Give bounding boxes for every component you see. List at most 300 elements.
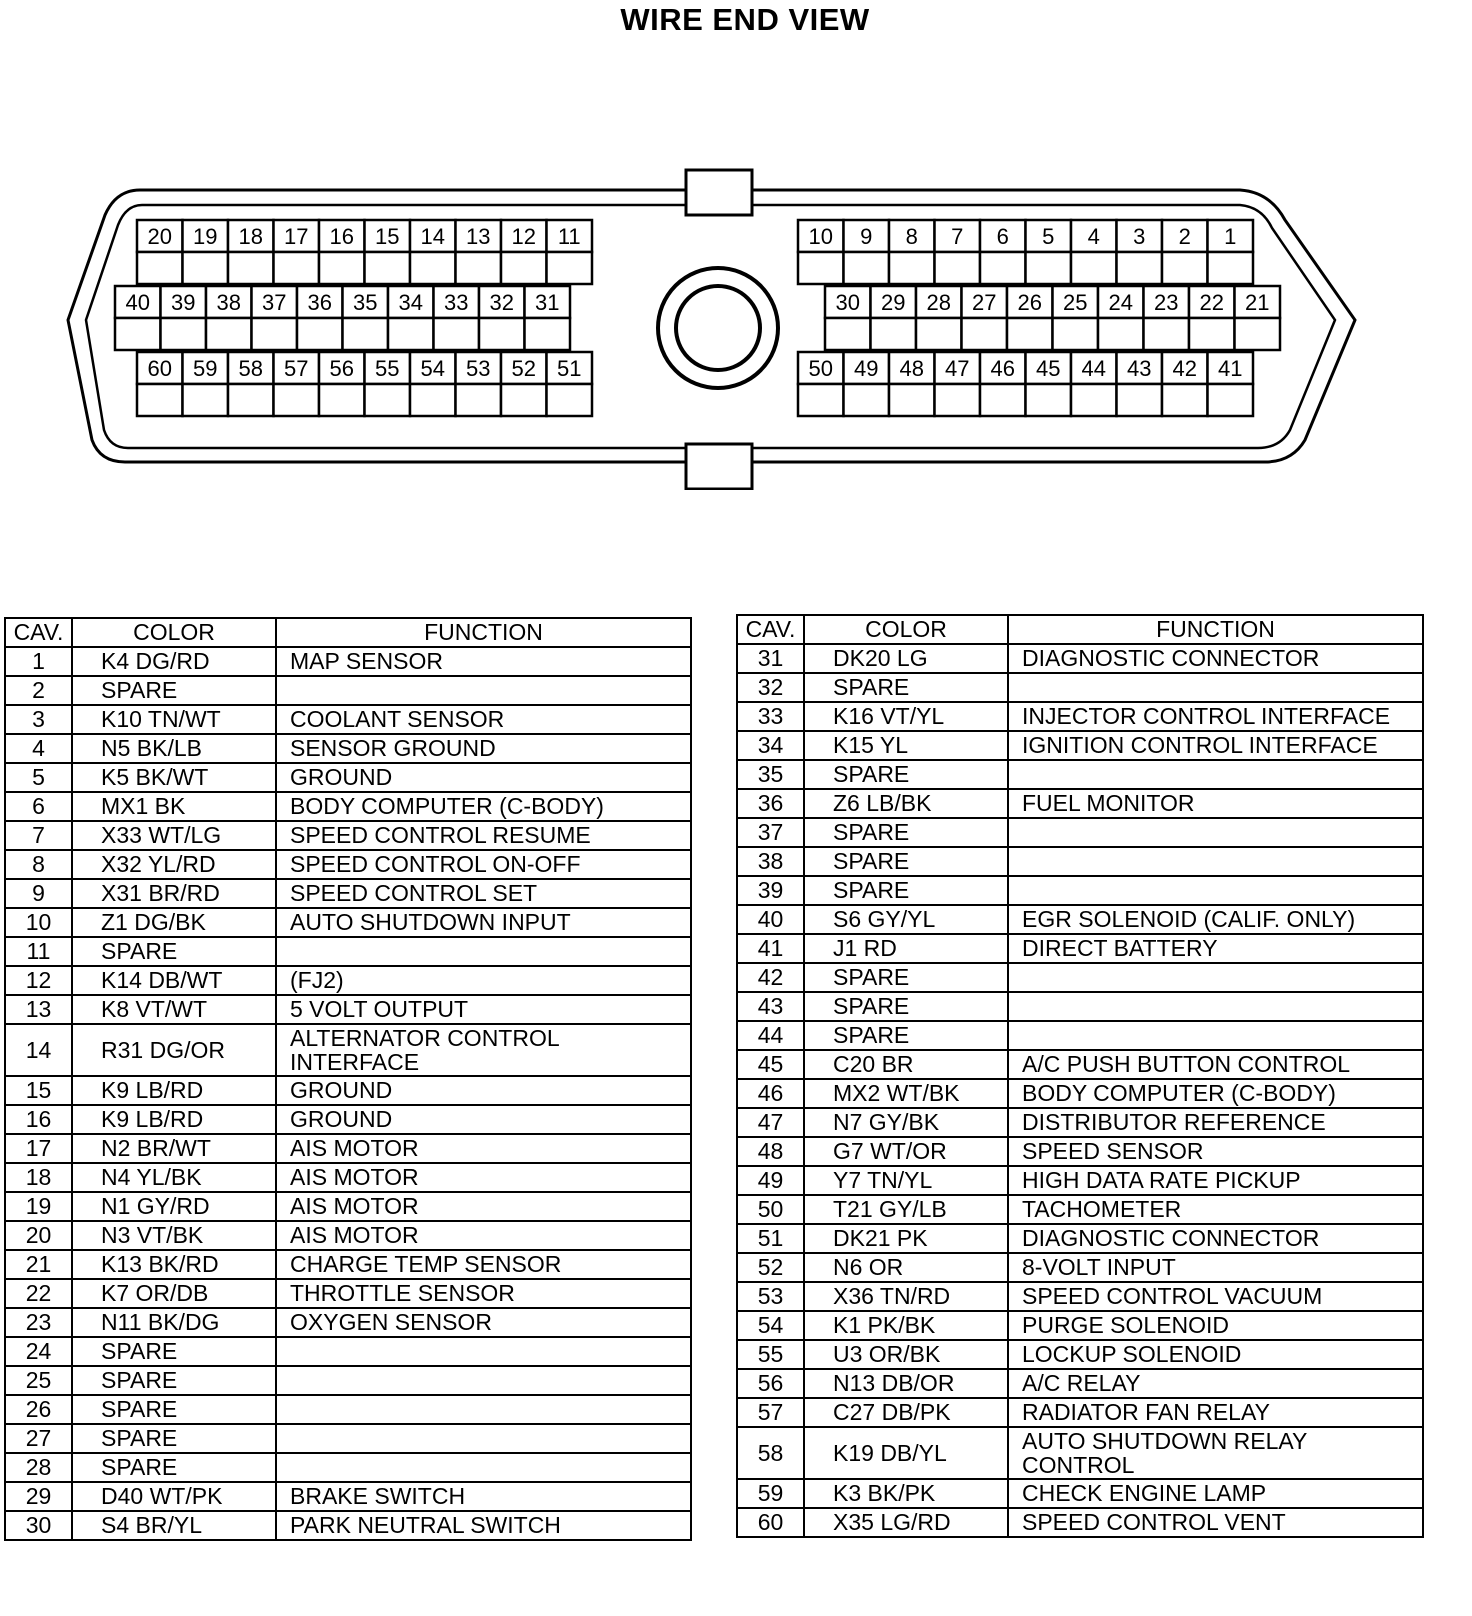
wire-color-cell: N1 GY/RD [72,1192,276,1221]
table-row [737,818,1423,847]
cavity-slot [525,318,571,350]
table-row [737,1166,1423,1195]
cavity-slot [228,252,274,284]
cav-number-cell: 14 [5,1024,72,1076]
table-row [737,1427,1423,1479]
table-row [5,879,691,908]
table-row [5,705,691,734]
wire-color-cell: C20 BR [804,1050,1008,1079]
wire-color-cell: X35 LG/RD [804,1508,1008,1537]
header-color: COLOR [804,615,1008,644]
function-cell: LOCKUP SOLENOID [1008,1340,1423,1369]
cav-number-cell: 59 [737,1479,804,1508]
cavity-slot [1053,318,1099,350]
wire-color-cell: SPARE [804,760,1008,789]
cavity-number: 41 [1218,356,1243,381]
function-cell: HIGH DATA RATE PICKUP [1008,1166,1423,1195]
table-row [5,1395,691,1424]
cavity-slot [297,318,343,350]
wire-color-cell: SPARE [804,847,1008,876]
table-row [737,1282,1423,1311]
cavity-number: 11 [557,224,581,249]
function-cell [1008,847,1423,876]
function-cell: OXYGEN SENSOR [276,1308,691,1337]
cav-number-cell: 4 [5,734,72,763]
cav-number-cell: 32 [737,673,804,702]
table-row [5,966,691,995]
cavity-slot [547,252,593,284]
cavity-number: 54 [420,356,445,381]
cavity-number: 34 [398,290,423,315]
cav-number-cell: 21 [5,1250,72,1279]
cav-number-cell: 38 [737,847,804,876]
cavity-slot [1098,318,1144,350]
cavity-number: 29 [881,290,906,315]
cav-number-cell: 35 [737,760,804,789]
table-row [737,963,1423,992]
cavity-slot [343,318,389,350]
wire-color-cell: X36 TN/RD [804,1282,1008,1311]
cav-number-cell: 58 [737,1427,804,1479]
function-cell: SPEED CONTROL VENT [1008,1508,1423,1537]
cavity-slot [871,318,917,350]
cavity-number: 53 [466,356,491,381]
cav-number-cell: 19 [5,1192,72,1221]
table-row [5,821,691,850]
table-row [5,850,691,879]
cavity-slot [1208,384,1254,416]
cavity-slot [183,384,229,416]
cav-number-cell: 17 [5,1134,72,1163]
cavity-slot [228,384,274,416]
cavity-number: 26 [1017,290,1042,315]
function-cell: AIS MOTOR [276,1221,691,1250]
wire-color-cell: K1 PK/BK [804,1311,1008,1340]
function-cell: 5 VOLT OUTPUT [276,995,691,1024]
table-row [737,673,1423,702]
cavity-slot [319,252,365,284]
cavity-number: 31 [535,290,560,315]
cav-number-cell: 8 [5,850,72,879]
wire-color-cell: MX1 BK [72,792,276,821]
wire-color-cell: Z6 LB/BK [804,789,1008,818]
cavity-number: 40 [125,290,150,315]
function-cell: PURGE SOLENOID [1008,1311,1423,1340]
table-row [737,1479,1423,1508]
cavity-number: 7 [951,224,964,249]
wire-color-cell: N2 BR/WT [72,1134,276,1163]
cavity-slot [798,252,844,284]
cav-number-cell: 18 [5,1163,72,1192]
table-row [737,644,1423,673]
wire-color-cell: N4 YL/BK [72,1163,276,1192]
cavity-slot [410,252,456,284]
cavity-number: 58 [238,356,263,381]
cavity-slot [1071,384,1117,416]
cav-number-cell: 27 [5,1424,72,1453]
function-cell [276,937,691,966]
wire-color-cell: N11 BK/DG [72,1308,276,1337]
table-row [5,908,691,937]
cavity-slot [183,252,229,284]
connector-top-latch [686,170,752,215]
cavity-slot [501,252,547,284]
cavity-number: 10 [808,224,833,249]
cav-number-cell: 3 [5,705,72,734]
function-cell: A/C PUSH BUTTON CONTROL [1008,1050,1423,1079]
cavity-number: 52 [511,356,536,381]
cavity-slot [115,318,161,350]
function-cell [276,676,691,705]
cavity-number: 30 [835,290,860,315]
table-row [737,1137,1423,1166]
function-cell: A/C RELAY [1008,1369,1423,1398]
cavity-number: 12 [511,224,536,249]
cavity-slot [798,384,844,416]
function-cell [1008,760,1423,789]
cavity-number: 35 [353,290,378,315]
function-cell: PARK NEUTRAL SWITCH [276,1511,691,1540]
cavity-slot [1208,252,1254,284]
function-cell: SPEED SENSOR [1008,1137,1423,1166]
cavity-slot [844,252,890,284]
cavity-slot [501,384,547,416]
cavity-slot [274,384,320,416]
table-row [737,1021,1423,1050]
header-color: COLOR [72,618,276,647]
function-cell: IGNITION CONTROL INTERFACE [1008,731,1423,760]
cavity-number: 48 [899,356,924,381]
cavity-slot [844,384,890,416]
table-row [5,1221,691,1250]
wire-color-cell: SPARE [804,1021,1008,1050]
cavity-number: 17 [284,224,309,249]
header-function: FUNCTION [276,618,691,647]
cav-number-cell: 40 [737,905,804,934]
cav-number-cell: 56 [737,1369,804,1398]
cavity-number: 3 [1133,224,1146,249]
cav-number-cell: 36 [737,789,804,818]
connector-diagram [0,160,1472,490]
wire-color-cell: DK21 PK [804,1224,1008,1253]
wire-color-cell: S4 BR/YL [72,1511,276,1540]
wire-color-cell: K3 BK/PK [804,1479,1008,1508]
cavity-slot [916,318,962,350]
cavity-number: 21 [1245,290,1270,315]
cavity-slot [1144,318,1190,350]
cavity-number: 18 [238,224,263,249]
table-row [737,789,1423,818]
cavity-number: 14 [420,224,445,249]
wire-color-cell: X32 YL/RD [72,850,276,879]
table-row [737,934,1423,963]
function-cell: THROTTLE SENSOR [276,1279,691,1308]
cav-number-cell: 33 [737,702,804,731]
cavity-number: 19 [193,224,218,249]
cavity-number: 5 [1042,224,1055,249]
function-cell: AIS MOTOR [276,1192,691,1221]
function-cell: AUTO SHUTDOWN INPUT [276,908,691,937]
table-row [5,1105,691,1134]
cavity-number: 42 [1172,356,1197,381]
cav-number-cell: 42 [737,963,804,992]
wire-color-cell: N13 DB/OR [804,1369,1008,1398]
cavity-number: 13 [466,224,491,249]
cav-number-cell: 47 [737,1108,804,1137]
cavity-number: 32 [489,290,514,315]
table-row [5,1453,691,1482]
wire-color-cell: N3 VT/BK [72,1221,276,1250]
function-cell [1008,1021,1423,1050]
cavity-number: 16 [329,224,354,249]
function-cell: SPEED CONTROL RESUME [276,821,691,850]
cav-number-cell: 50 [737,1195,804,1224]
cavity-slot [1235,318,1281,350]
table-header-row [5,618,691,647]
cavity-slot [410,384,456,416]
table-row [5,1511,691,1540]
table-row [5,1337,691,1366]
table-row [5,1250,691,1279]
wire-color-cell: MX2 WT/BK [804,1079,1008,1108]
function-cell: DIAGNOSTIC CONNECTOR [1008,1224,1423,1253]
cavity-slot [1071,252,1117,284]
table-row [5,1308,691,1337]
cavity-slot [1026,252,1072,284]
function-cell: BRAKE SWITCH [276,1482,691,1511]
wire-color-cell: SPARE [804,673,1008,702]
cavity-number: 24 [1108,290,1133,315]
function-cell [1008,963,1423,992]
cavity-slot [889,252,935,284]
wire-color-cell: K13 BK/RD [72,1250,276,1279]
pinout-table-left [4,617,692,1541]
table-row [5,1134,691,1163]
wire-color-cell: K4 DG/RD [72,647,276,676]
cavity-slot [935,252,981,284]
cavity-number: 23 [1154,290,1179,315]
connector-center-post-inner [676,286,760,370]
cav-number-cell: 51 [737,1224,804,1253]
table-row [737,876,1423,905]
cav-number-cell: 28 [5,1453,72,1482]
wire-color-cell: DK20 LG [804,644,1008,673]
function-cell: FUEL MONITOR [1008,789,1423,818]
wire-color-cell: U3 OR/BK [804,1340,1008,1369]
cavity-number: 36 [307,290,332,315]
cavity-slot [137,252,183,284]
function-cell: AIS MOTOR [276,1163,691,1192]
pinout-table-right [736,614,1424,1538]
cav-number-cell: 6 [5,792,72,821]
cavity-number: 49 [854,356,879,381]
wire-color-cell: K5 BK/WT [72,763,276,792]
cavity-number: 4 [1087,224,1100,249]
cav-number-cell: 23 [5,1308,72,1337]
cavity-slot [1189,318,1235,350]
table-row [737,1398,1423,1427]
cav-number-cell: 46 [737,1079,804,1108]
table-row [5,1482,691,1511]
function-cell [1008,876,1423,905]
table-row [737,1224,1423,1253]
table-row [737,992,1423,1021]
cavity-slot [274,252,320,284]
cavity-slot [980,252,1026,284]
header-cav: CAV. [737,615,804,644]
cav-number-cell: 24 [5,1337,72,1366]
table-row [737,760,1423,789]
wire-color-cell: K19 DB/YL [804,1427,1008,1479]
cavity-slot [962,318,1008,350]
cavity-slot [1162,384,1208,416]
wire-color-cell: SPARE [72,676,276,705]
function-cell: 8-VOLT INPUT [1008,1253,1423,1282]
function-cell: TACHOMETER [1008,1195,1423,1224]
cavity-number: 22 [1199,290,1224,315]
cav-number-cell: 9 [5,879,72,908]
cavity-number: 46 [990,356,1015,381]
cav-number-cell: 10 [5,908,72,937]
cav-number-cell: 7 [5,821,72,850]
cavity-slot [434,318,480,350]
cavity-slot [1007,318,1053,350]
cavity-slot [980,384,1026,416]
cav-number-cell: 39 [737,876,804,905]
wire-color-cell: K16 VT/YL [804,702,1008,731]
wire-color-cell: Y7 TN/YL [804,1166,1008,1195]
cavity-number: 9 [860,224,873,249]
cav-number-cell: 16 [5,1105,72,1134]
page-title: WIRE END VIEW [620,2,870,37]
cavity-slot [365,384,411,416]
function-cell: MAP SENSOR [276,647,691,676]
cav-number-cell: 13 [5,995,72,1024]
function-cell [276,1395,691,1424]
cav-number-cell: 31 [737,644,804,673]
header-function: FUNCTION [1008,615,1423,644]
wire-color-cell: J1 RD [804,934,1008,963]
function-cell: COOLANT SENSOR [276,705,691,734]
function-cell: SPEED CONTROL VACUUM [1008,1282,1423,1311]
cav-number-cell: 12 [5,966,72,995]
cavity-slot [825,318,871,350]
cavity-number: 15 [375,224,400,249]
table-row [737,1195,1423,1224]
table-row [5,792,691,821]
wire-color-cell: D40 WT/PK [72,1482,276,1511]
cavity-number: 59 [193,356,218,381]
wire-color-cell: SPARE [72,937,276,966]
cav-number-cell: 45 [737,1050,804,1079]
wire-color-cell: N6 OR [804,1253,1008,1282]
wire-color-cell: SPARE [72,1366,276,1395]
connector-bottom-latch [686,444,752,489]
table-row [5,1366,691,1395]
function-cell [276,1453,691,1482]
cavity-slot [456,384,502,416]
cavity-number: 56 [329,356,354,381]
cavity-slot [547,384,593,416]
cav-number-cell: 44 [737,1021,804,1050]
function-cell: EGR SOLENOID (CALIF. ONLY) [1008,905,1423,934]
function-cell [1008,992,1423,1021]
wire-color-cell: X33 WT/LG [72,821,276,850]
cavity-slot [161,318,207,350]
cav-number-cell: 60 [737,1508,804,1537]
table-row [737,1108,1423,1137]
function-cell: AIS MOTOR [276,1134,691,1163]
wire-color-cell: R31 DG/OR [72,1024,276,1076]
cav-number-cell: 2 [5,676,72,705]
wire-color-cell: K9 LB/RD [72,1076,276,1105]
wire-color-cell: Z1 DG/BK [72,908,276,937]
cav-number-cell: 34 [737,731,804,760]
wire-color-cell: K9 LB/RD [72,1105,276,1134]
cavity-number: 44 [1081,356,1106,381]
cavity-number: 60 [147,356,172,381]
cavity-number: 39 [171,290,196,315]
function-cell [1008,673,1423,702]
function-cell: BODY COMPUTER (C-BODY) [276,792,691,821]
table-row [737,1311,1423,1340]
table-row [737,847,1423,876]
cavity-slot [1026,384,1072,416]
cavity-number: 38 [216,290,241,315]
cavity-number: 25 [1063,290,1088,315]
cavity-slot [935,384,981,416]
wire-color-cell: SPARE [72,1337,276,1366]
table-row [5,676,691,705]
wire-color-cell: SPARE [804,963,1008,992]
table-row [5,647,691,676]
cavity-number: 55 [375,356,400,381]
cav-number-cell: 54 [737,1311,804,1340]
wire-color-cell: SPARE [804,992,1008,1021]
table-row [5,1192,691,1221]
function-cell: SPEED CONTROL ON-OFF [276,850,691,879]
cavity-number: 2 [1178,224,1191,249]
cavity-number: 50 [808,356,833,381]
cavity-slot [456,252,502,284]
cav-number-cell: 53 [737,1282,804,1311]
cav-number-cell: 20 [5,1221,72,1250]
cavity-number: 27 [972,290,997,315]
function-cell: GROUND [276,763,691,792]
cavity-slot [1117,252,1163,284]
function-cell: CHECK ENGINE LAMP [1008,1479,1423,1508]
table-row [5,1163,691,1192]
wire-color-cell: SPARE [72,1453,276,1482]
wire-color-cell: T21 GY/LB [804,1195,1008,1224]
function-cell: RADIATOR FAN RELAY [1008,1398,1423,1427]
cavity-number: 57 [284,356,309,381]
function-cell: INJECTOR CONTROL INTERFACE [1008,702,1423,731]
table-row [5,763,691,792]
table-row [737,1253,1423,1282]
table-row [737,905,1423,934]
cavity-slot [388,318,434,350]
header-cav: CAV. [5,618,72,647]
function-cell: DIAGNOSTIC CONNECTOR [1008,644,1423,673]
table-row [737,1050,1423,1079]
table-row [5,937,691,966]
cavity-slot [365,252,411,284]
cavity-number: 28 [926,290,951,315]
function-cell: SENSOR GROUND [276,734,691,763]
function-cell: (FJ2) [276,966,691,995]
cav-number-cell: 30 [5,1511,72,1540]
